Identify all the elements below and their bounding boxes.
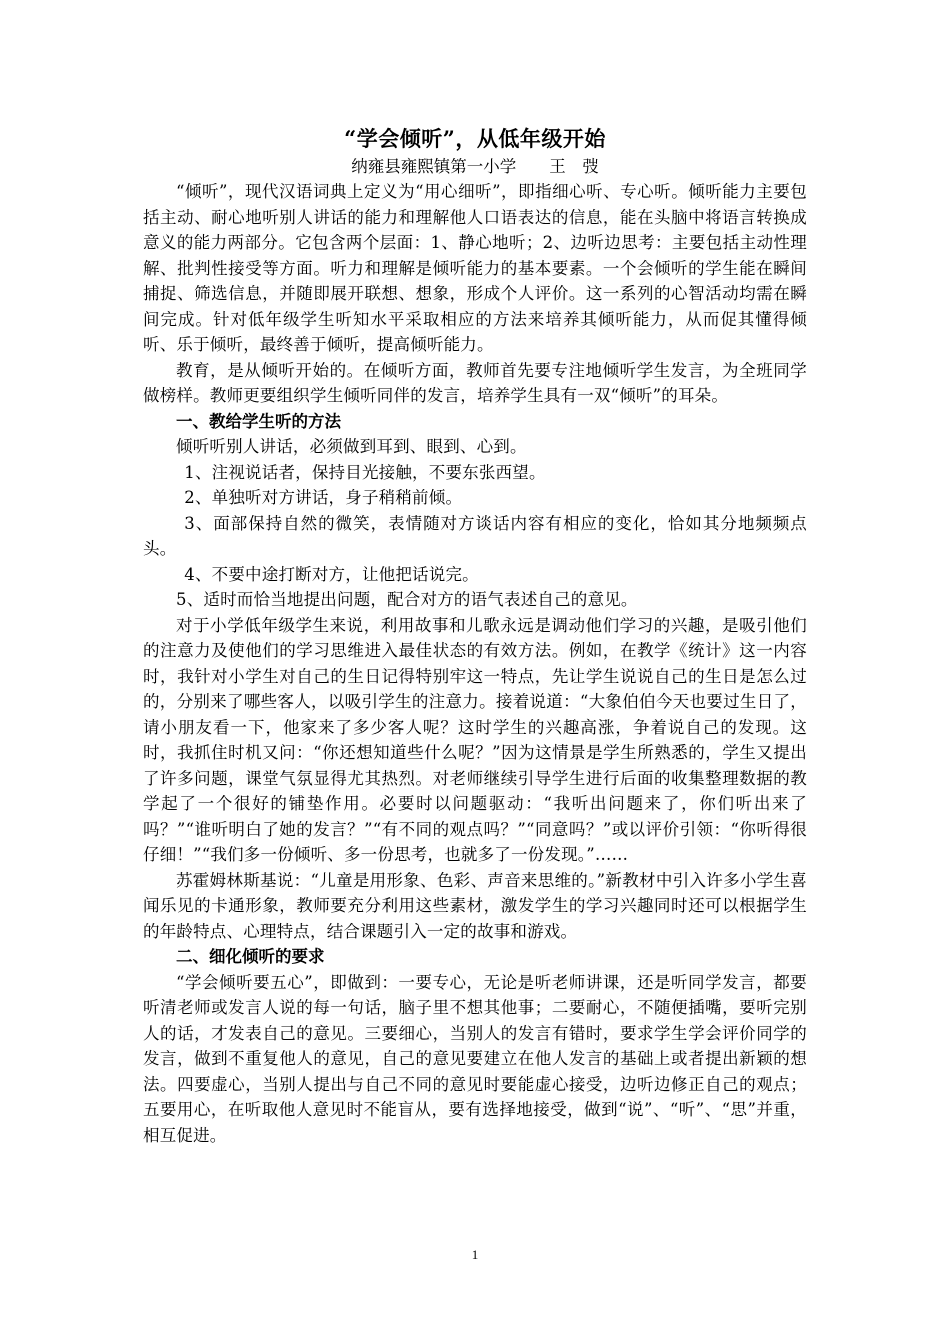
paragraph-definition: “倾听”，现代汉语词典上定义为“用心细听”，即指细心听、专心听。倾听能力主要包括主动、耐心地听别人讲话的能力和理解他人口语表达的信息，能在头脑中将语言转换成意义的能力两部分。它包含两个层面：1、静心地听；2、边听边思考：主要包括主动性理解、批判性接受等方面。听力和理解是倾听能力的基本要素。一个会倾听的学生能在瞬间捕捉、筛选信息，并随即展开联想、想象，形成个人评价。这一系列的心智活动均需在瞬间完成。针对低年级学生听知水平采取相应的方法来培养其倾听能力，从而促其懂得倾听、乐于倾听，最终善于倾听，提高倾听能力。 [143, 182, 807, 354]
paragraph-listening-method: 倾听听别人讲话，必须做到耳到、眼到、心到。 [176, 437, 527, 456]
list-item-5: 5、适时而恰当地提出问题，配合对方的语气表述自己的意见。 [176, 590, 638, 609]
list-item-3: 3、面部保持自然的微笑，表情随对方谈话内容有相应的变化，恰如其分地频频点头。 [143, 513, 807, 558]
list-item-2: 2、单独听对方讲话，身子稍稍前倾。 [184, 488, 463, 507]
author-line: 纳雍县雍熙镇第一小学 王 弢 [351, 157, 599, 176]
list-item-4: 4、不要中途打断对方，让他把话说完。 [184, 564, 479, 584]
document-title: “学会倾听”，从低年级开始 [344, 126, 606, 151]
paragraph-five-hearts: “学会倾听要五心”，即做到：一要专心，无论是听老师讲课，还是听同学发言，都要听清老师或发言人说的每一句话，脑子里不想其他事；二要耐心，不随便插嘴，要听完别人的话，才发表自己的意见。三要细心，当别人的发言有错时，要求学生学会评价同学的发言，做到不重复他人的意见，自己的意见要建立在他人发言的基础上或者提出新颖的想法。四要虚心，当别人提出与自己不同的意见时要能虚心接受，边听边修正自己的观点；五要用心，在听取他人意见时不能盲从，要有选择地接受，做到“说”、“听”、“思”并重，相互促进。 [143, 972, 807, 1145]
list-item-1: 1、注视说话者，保持目光接触，不要东张西望。 [184, 462, 546, 482]
paragraph-education: 教育，是从倾听开始的。在倾听方面，教师首先要专注地倾听学生发言，为全班同学做榜样。教师更要组织学生倾听同伴的发言，培养学生具有一双“倾听”的耳朵。 [143, 360, 807, 405]
paragraph-quote: 苏霍姆林斯基说：“儿童是用形象、色彩、声音来思维的。”新教材中引入许多小学生喜闻乐见的卡通形象，教师要充分利用这些素材，激发学生的学习兴趣同时还可以根据学生的年龄特点、心理特点，结合课题引入一定的故事和游戏。 [143, 870, 807, 941]
page-number: 1 [471, 1247, 479, 1262]
section-heading-2: 二、细化倾听的要求 [176, 947, 325, 966]
document-body [143, 124, 807, 1148]
paragraph-stories: 对于小学低年级学生来说，利用故事和儿歌永远是调动他们学习的兴趣，是吸引他们的注意力及使他们的学习思维进入最佳状态的有效方法。例如，在教学《统计》这一内容时，我针对小学生对自己的生日记得特别牢这一特点，先让学生说说自己的生日是怎么过的，分别来了哪些客人，以吸引学生的注意力。接着说道：“大象伯伯今天也要过生日了，请小朋友看一下，他家来了多少客人呢？这时学生的兴趣高涨，争着说自己的发现。这时，我抓住时机又问：“你还想知道些什么呢？”因为这情景是学生所熟悉的，学生又提出了许多问题，课堂气氛显得尤其热烈。对老师继续引导学生进行后面的收集整理数据的教学起了一个很好的铺垫作用。必要时以问题驱动：“我听出问题来了，你们听出来了吗？”“谁听明白了她的发言？”“有不同的观点吗？”“同意吗？”或以评价引领：“你听得很仔细！”“我们多一份倾听、多一份思考，也就多了一份发现。”…… [143, 615, 807, 864]
section-heading-1: 一、教给学生听的方法 [176, 411, 341, 431]
